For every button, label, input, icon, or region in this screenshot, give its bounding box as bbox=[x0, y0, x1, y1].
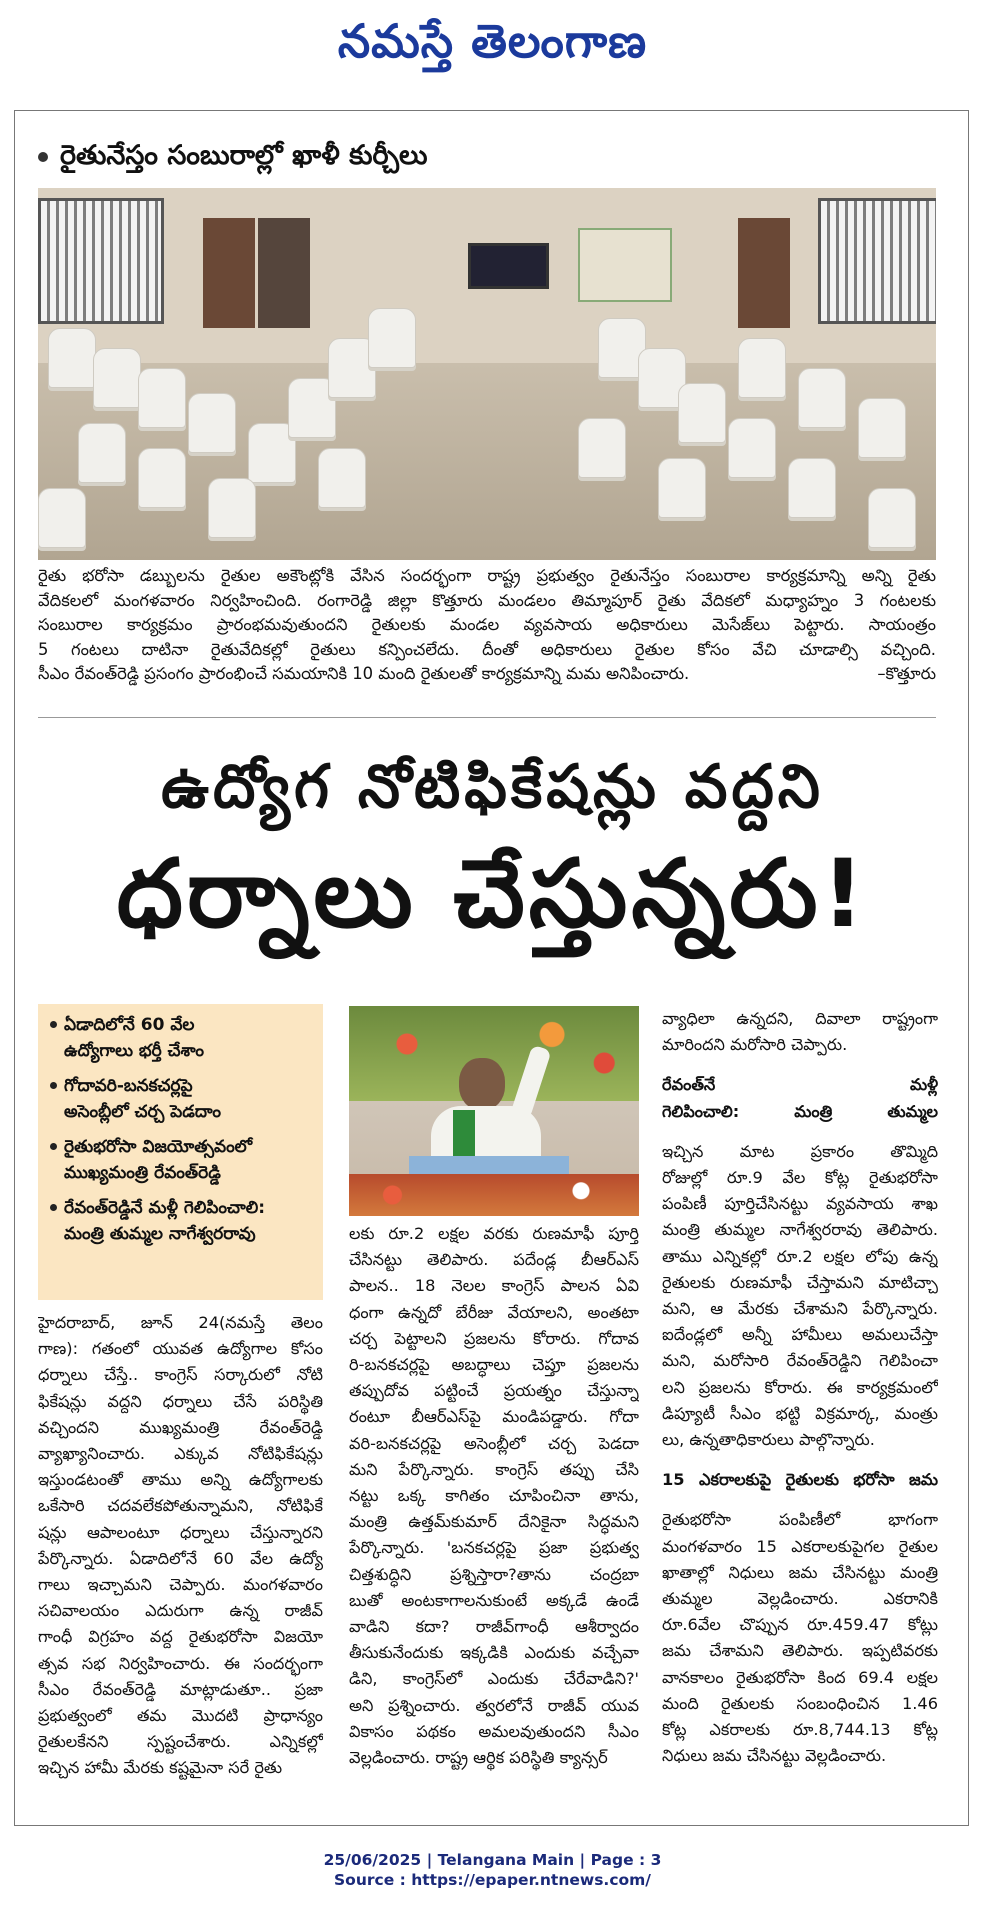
article-line: గాలు ఇచ్చామని చెప్పారు. మంగళవారం bbox=[38, 1575, 323, 1595]
page-footer bbox=[0, 1850, 985, 1890]
article-line: రైతులకేనని స్పష్టంచేశారు. ఎన్నికల్లో bbox=[38, 1732, 323, 1752]
article-line: సచివాలయం ఎదురుగా ఉన్న రాజీవ్ bbox=[38, 1601, 323, 1621]
article-line: వచ్చిందని ముఖ్యమంత్రి రేవంత్‌రెడ్డి bbox=[38, 1417, 323, 1437]
article-line: బుతో అంటకాగాలనుకుంటే అక్కడే ఉండే bbox=[349, 1590, 639, 1610]
article-line: లకు రూ.2 లక్షల వరకు రుణమాఫీ పూర్తి bbox=[349, 1224, 639, 1243]
article-line: ధంగా ఉన్నదో బేరీజు వేయాలని, అంతటా bbox=[349, 1302, 639, 1322]
article-line: తప్పుదోవ పట్టించే ప్రయత్నం చేస్తున్నా bbox=[349, 1381, 639, 1401]
top-story-headline-text: రైతునేస్తం సంబురాల్లో ఖాళీ కుర్చీలు bbox=[60, 140, 428, 171]
article-line: మని, మరోసారి రేవంత్‌రెడ్డిని గెలిపించా bbox=[662, 1351, 938, 1371]
highlight-text: రేవంత్‌రెడ్డినే మళ్లీ గెలిపించాలి: bbox=[64, 1198, 265, 1218]
article-line: వానకాలం రైతుభరోసా కింద 69.4 లక్షల bbox=[662, 1667, 938, 1687]
article-line: వ్యాఖ్యానించారు. ఎక్కువ నోటిఫికేషన్లు bbox=[38, 1444, 323, 1464]
bullet-icon bbox=[38, 152, 48, 162]
article-line: గాంధీ విగ్రహం వద్ద రైతుభరోసా విజయో bbox=[38, 1627, 323, 1647]
caption-line-text: సీఎం రేవంత్‌రెడ్డి ప్రసంగం ప్రారంభించే సమయానికి 10 మంది రైతులతో కార్యక్రమాన్ని మమ అనిపించారు. bbox=[38, 664, 690, 683]
article-line: తీసుకునేందుకు ఇక్కడికి ఎందుకు వచ్చేవా bbox=[349, 1643, 639, 1663]
article-line: మంది రైతులకు సంబంధించిన 1.46 bbox=[662, 1693, 938, 1713]
highlight-item bbox=[50, 1195, 317, 1247]
article-line: కోట్ల ఎకరాలకు రూ.8,744.13 కోట్ల bbox=[662, 1720, 938, 1740]
article-line: అని ప్రశ్నించారు. త్వరలోనే రాజీవ్ యువ bbox=[349, 1695, 639, 1715]
article-line: మంగళవారం 15 ఎకరాలకుపైగల రైతుల bbox=[662, 1536, 938, 1556]
bullet-icon bbox=[50, 1143, 57, 1150]
article-line: మారిందని మరోసారి చెప్పారు. bbox=[662, 1035, 848, 1055]
article-line: వరి-బనకచర్లపై అసెంబ్లీలో చర్చ పెడదా bbox=[349, 1433, 639, 1453]
article-line: పంపిణీ పూర్తిచేసినట్టు వ్యవసాయ శాఖ bbox=[662, 1194, 938, 1214]
highlight-text: మంత్రి తుమ్మల నాగేశ్వరరావు bbox=[64, 1224, 256, 1244]
article-line: పేర్కొన్నారు. 'బనకచర్లపై ప్రజా ప్రభుత్వ bbox=[349, 1538, 639, 1558]
article-line: ఫికేషన్లు వద్దని ధర్నాలు చేసే పరిస్థితి bbox=[38, 1391, 323, 1411]
footer-date-edition: 25/06/2025 | Telangana Main | Page : 3 bbox=[323, 1851, 662, 1869]
article-column-3 bbox=[662, 1006, 938, 1769]
article-line: హైదరాబాద్, జూన్ 24(నమస్తే తెలం bbox=[38, 1313, 323, 1332]
subhead-15-acres: 15 ఎకరాలకుపై రైతులకు భరోసా జమ bbox=[662, 1470, 938, 1490]
article-line: చర్చ పెట్టాలని ప్రజలను కోరారు. గోదావ bbox=[349, 1328, 639, 1348]
cm-speech-photo bbox=[349, 1006, 639, 1216]
article-line: ఐదేండ్లలో అన్నీ హామీలు అమలుచేస్తా bbox=[662, 1325, 938, 1345]
article-line: గాణ): గతంలో యువత ఉద్యోగాల కోసం bbox=[38, 1339, 323, 1359]
article-line: ఖాతాల్లో నిధులు జమ చేసినట్టు మంత్రి bbox=[662, 1562, 938, 1582]
article-line: తుమ్మల వెల్లడించారు. ఎకరానికి bbox=[662, 1589, 938, 1609]
article-line: డిని, కాంగ్రెస్‌లో ఎందుకు చేరేవాడిని?' bbox=[349, 1669, 639, 1689]
article-line: పేర్కొన్నారు. ఏడాదిలోనే 60 వేల ఉద్యో bbox=[38, 1548, 323, 1568]
subhead-tummala: రేవంత్‌నే మళ్లీ bbox=[662, 1075, 938, 1095]
highlight-item bbox=[50, 1012, 317, 1064]
article-line: మంత్రి తుమ్మల నాగేశ్వరరావు తెలిపారు. bbox=[662, 1220, 938, 1240]
article-line: లని ప్రజలను కోరారు. ఈ కార్యక్రమంలో bbox=[662, 1377, 938, 1397]
article-column-1 bbox=[38, 1310, 323, 1782]
article-line: రంటూ బీఆర్‌ఎస్‌పై మండిపడ్డారు. గోదా bbox=[349, 1407, 639, 1427]
article-line: మని పేర్కొన్నారు. కాంగ్రెస్ తప్పు చేసి bbox=[349, 1459, 639, 1479]
main-headline-line1: ఉద్యోగ నోటిఫికేషన్లు వద్దని bbox=[161, 752, 824, 822]
article-line: ధర్నాలు చేస్తే.. కాంగ్రెస్ సర్కారులో నోటి bbox=[38, 1365, 323, 1385]
article-line: రి-బనకచర్లపై అబద్ధాలు చెప్తూ ప్రజలను bbox=[349, 1355, 639, 1375]
article-line: మని, ఆ మేరకు చేశామని పేర్కొన్నారు. bbox=[662, 1299, 938, 1319]
highlight-text: ఉద్యోగాలు భర్తీ చేశాం bbox=[64, 1041, 205, 1061]
highlight-text: ముఖ్యమంత్రి రేవంత్‌రెడ్డి bbox=[64, 1163, 221, 1183]
main-headline-line2: ధర్నాలు చేస్తున్నరు! bbox=[116, 840, 869, 949]
article-line: పాలన.. 18 నెలల కాంగ్రెస్ పాలన ఏవి bbox=[349, 1276, 639, 1296]
caption-line: రైతు భరోసా డబ్బులను రైతుల అకౌంట్లోకి వేసిన సందర్భంగా రాష్ట్ర ప్రభుత్వం రైతునేస్తం సంబురాల కార్యక్రమాన్ని అన్ని రైతు bbox=[38, 566, 936, 585]
article-column-2 bbox=[349, 1221, 639, 1771]
highlight-text: అసెంబ్లీలో చర్చ పెడదాం bbox=[64, 1102, 221, 1122]
article-line: రైతులకు రుణమాఫీ చేస్తామని మాటిచ్చా bbox=[662, 1272, 938, 1292]
highlight-text: గోదావరి-బనకచర్లపై bbox=[64, 1076, 193, 1096]
article-line: ప్రభుత్వంలో తమ మొదటి ప్రాధాన్యం bbox=[38, 1706, 323, 1726]
article-line: నిధులు జమ చేసినట్టు వెల్లడించారు. bbox=[662, 1746, 887, 1766]
article-line: ఇచ్చిన హామీ మేరకు కష్టమైనా సరే రైతు bbox=[38, 1758, 283, 1778]
article-line: లు, ఉన్నతాధికారులు పాల్గొన్నారు. bbox=[662, 1430, 875, 1450]
caption-line-last bbox=[38, 662, 936, 687]
top-story-headline bbox=[38, 140, 427, 178]
article-line: మంత్రి ఉత్తమ్‌కుమార్ దేనికైనా సిద్ధమని bbox=[349, 1512, 639, 1532]
footer-source: Source : https://epaper.ntnews.com/ bbox=[334, 1871, 651, 1889]
photo-caption bbox=[38, 564, 936, 687]
article-line: చేసినట్టు తెలిపారు. పదేండ్ల బీఆర్‌ఎస్ bbox=[349, 1250, 639, 1270]
article-line: షన్లు ఆపాలంటూ ధర్నాలు చేస్తున్నారని bbox=[38, 1522, 323, 1542]
article-line: సీఎం రేవంత్‌రెడ్డి మాట్లాడుతూ.. ప్రజా bbox=[38, 1679, 323, 1699]
article-line: ఒకేసారి చదవలేకపోతున్నామని, నోటిఫికే bbox=[38, 1496, 323, 1516]
article-line: ఇచ్చిన మాట ప్రకారం తొమ్మిది bbox=[662, 1141, 938, 1161]
bullet-icon bbox=[50, 1082, 57, 1089]
caption-credit: –కొత్తూరు bbox=[877, 664, 936, 683]
article-line: వికాసం పథకం అమలవుతుందని సీఎం bbox=[349, 1721, 639, 1741]
highlight-text: రైతుభరోసా విజయోత్సవంలో bbox=[64, 1137, 253, 1157]
caption-line: వేదికలలో మంగళవారం నిర్వహించింది. రంగారెడ్డి జిల్లా కొత్తూరు మండలం తిమ్మాపూర్ రైతు వేదికలో మధ్యాహ్నం 3 గంటలకు bbox=[38, 590, 936, 610]
article-line: నట్టు ఒక్క కాగితం చూపించినా తాను, bbox=[349, 1486, 639, 1506]
article-line: వెల్లడించారు. రాష్ట్ర ఆర్థిక పరిస్థితి క్యాన్సర్ bbox=[349, 1748, 608, 1768]
article-line: త్సవ సభ నిర్వహించారు. ఈ సందర్భంగా bbox=[38, 1653, 323, 1673]
article-line: చిత్తశుద్ధిని ప్రశ్నిస్తారా?తాను చంద్రబా bbox=[349, 1564, 639, 1584]
bullet-icon bbox=[50, 1021, 57, 1028]
article-line: రోజుల్లో రూ.9 వేల కోట్ల రైతుభరోసా bbox=[662, 1168, 938, 1188]
highlight-text: ఏడాదిలోనే 60 వేల bbox=[64, 1015, 195, 1035]
article-line: వ్యాధిలా ఉన్నదని, దివాలా రాష్ట్రంగా bbox=[662, 1009, 938, 1028]
empty-chairs-photo bbox=[38, 188, 936, 560]
bullet-icon bbox=[50, 1204, 57, 1211]
caption-line: సంబురాల కార్యక్రమం ప్రారంభమవుతుందని రైతులకు మండల వ్యవసాయ అధికారులు మెసేజ్‌లు పెట్టారు. సాయంత్రం bbox=[38, 615, 936, 634]
article-line: రైతుభరోసా పంపిణీలో భాగంగా bbox=[662, 1510, 938, 1530]
section-divider bbox=[38, 717, 936, 718]
masthead-logo: నమస్తే తెలంగాణ bbox=[337, 14, 648, 68]
subhead-tummala: గెలిపించాలి: మంత్రి తుమ్మల bbox=[662, 1101, 938, 1121]
article-line: జమ చేశామని తెలిపారు. ఇప్పటివరకు bbox=[662, 1641, 938, 1661]
highlight-item bbox=[50, 1073, 317, 1125]
article-line: వాడిని కదా? రాజీవ్‌గాంధీ ఆశీర్వాదం bbox=[349, 1617, 639, 1637]
highlight-item bbox=[50, 1134, 317, 1186]
article-line: రూ.6వేల చొప్పున రూ.459.47 కోట్లు bbox=[662, 1615, 938, 1635]
caption-line: 5 గంటలు దాటినా రైతువేదికల్లో రైతులు కన్పించలేదు. దీంతో అధికారులు రైతుల కోసం వేచి చూడాల్సి వచ్చింది. bbox=[38, 639, 936, 659]
highlights-box bbox=[38, 1004, 323, 1300]
article-line: డిప్యూటీ సీఎం భట్టి విక్రమార్క, మంత్రు bbox=[662, 1403, 938, 1423]
article-line: తాము ఎన్నికల్లో రూ.2 లక్షల లోపు ఉన్న bbox=[662, 1246, 938, 1266]
article-line: ఇస్తుండటంతో తాము అన్ని ఉద్యోగాలకు bbox=[38, 1470, 323, 1490]
